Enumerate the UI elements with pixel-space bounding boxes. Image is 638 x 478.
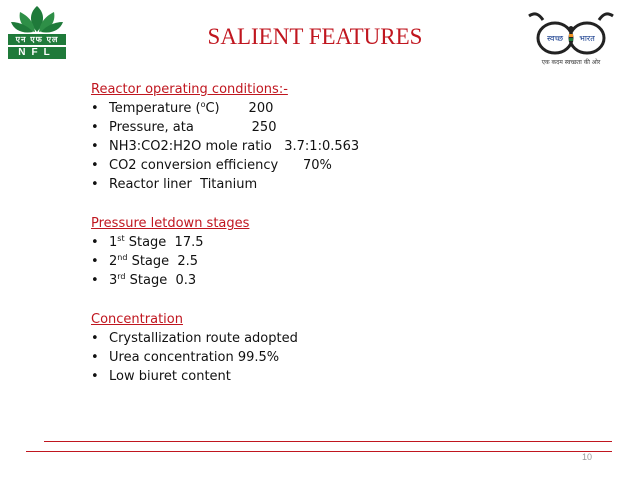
swachh-bharat-logo: [525, 10, 617, 70]
item-text: Stage 2.5: [127, 254, 199, 269]
page-title: SALIENT FEATURES: [207, 24, 423, 49]
logo-tagline: एक कदम स्वच्छता की ओर: [541, 59, 601, 66]
superscript-text: o: [200, 100, 206, 109]
list-item: [91, 252, 551, 271]
logo-right-text: भारत: [579, 34, 595, 43]
bullet-icon: •: [91, 158, 99, 173]
bullet-icon: •: [91, 101, 99, 116]
page-number: 10: [582, 452, 593, 462]
section-spacer: [91, 194, 551, 214]
bullet-list: [91, 233, 551, 290]
superscript-text: rd: [117, 272, 126, 281]
logo-hindi-text: एन एफ एल: [8, 34, 66, 45]
footer-divider-bottom: [26, 451, 612, 452]
leaf-icon: [8, 4, 66, 34]
item-text: 3: [109, 273, 118, 288]
list-item: [91, 367, 551, 386]
superscript-text: st: [117, 234, 125, 243]
item-text: Crystallization route adopted: [109, 331, 298, 346]
bullet-list: [91, 99, 551, 194]
item-text: Temperature (: [109, 101, 201, 116]
section-heading: Pressure letdown stages: [91, 216, 250, 231]
bullet-icon: •: [91, 139, 99, 154]
bullet-list: [91, 329, 551, 386]
nfl-logo: [8, 4, 66, 62]
bullet-icon: •: [91, 273, 99, 288]
item-text: Low biuret content: [109, 369, 231, 384]
list-item: [91, 175, 551, 194]
bullet-icon: •: [91, 369, 99, 384]
footer-divider-top: [44, 441, 612, 442]
bullet-icon: •: [91, 254, 99, 269]
list-item: [91, 348, 551, 367]
item-text: Reactor liner Titanium: [109, 177, 258, 192]
logo-english-text: NFL: [8, 47, 66, 59]
item-text: CO2 conversion efficiency 70%: [109, 158, 332, 173]
item-text: Urea concentration 99.5%: [109, 350, 280, 365]
section-heading: Concentration: [91, 312, 183, 327]
section-heading: Reactor operating conditions:-: [91, 82, 288, 97]
bullet-icon: •: [91, 120, 99, 135]
list-item: [91, 156, 551, 175]
bullet-icon: •: [91, 177, 99, 192]
list-item: [91, 99, 551, 118]
bullet-icon: •: [91, 350, 99, 365]
slide-content: [91, 80, 551, 386]
list-item: [91, 271, 551, 290]
item-text: NH3:CO2:H2O mole ratio 3.7:1:0.563: [109, 139, 360, 154]
item-text: Stage 0.3: [125, 273, 197, 288]
item-text: 1: [109, 235, 118, 250]
bullet-icon: •: [91, 331, 99, 346]
item-text: Pressure, ata 250: [109, 120, 277, 135]
logo-left-text: स्वच्छ: [546, 34, 564, 43]
bullet-icon: •: [91, 235, 99, 250]
list-item: [91, 137, 551, 156]
list-item: [91, 329, 551, 348]
section-spacer: [91, 290, 551, 310]
spectacles-icon: [525, 10, 617, 58]
superscript-text: nd: [117, 253, 128, 262]
item-text: C) 200: [205, 101, 274, 116]
list-item: [91, 118, 551, 137]
list-item: [91, 233, 551, 252]
item-text: Stage 17.5: [124, 235, 204, 250]
item-text: 2: [109, 254, 118, 269]
